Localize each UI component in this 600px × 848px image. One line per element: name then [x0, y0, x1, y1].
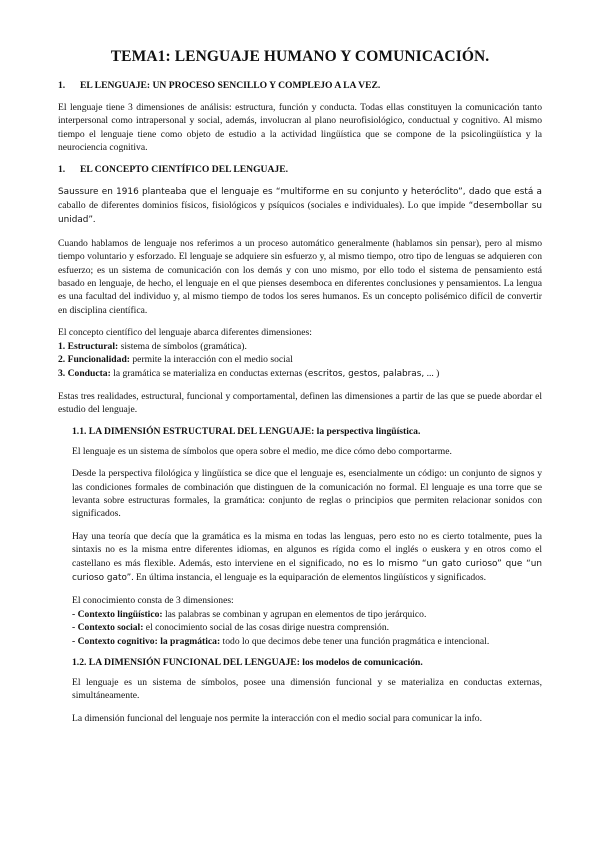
- document-page: [58, 48, 542, 734]
- section-number: 1.: [58, 163, 66, 175]
- list-item: [58, 340, 542, 353]
- dimensions-list: [58, 326, 542, 381]
- list-item-label: - Contexto lingüístico:: [72, 608, 163, 620]
- paragraph-saussure: [58, 185, 542, 228]
- document-title: TEMA1: LENGUAJE HUMANO Y COMUNICACIÓN.: [110, 48, 490, 65]
- list-item: [72, 635, 542, 648]
- paragraph-text: .: [93, 214, 96, 226]
- paragraph-text: Hay una teoría que decía que la gramática es la misma en todas las lenguas, pero esto no es cierto totalmente, pues la sintaxis no es la misma entre diferentes idiomas, en algunos es rígida como el inglés o euskera y en otros como el castellano es más flexible. Además, esto interviene en el significado,: [72, 530, 542, 569]
- list-item-label: 1. Estructural:: [58, 340, 119, 352]
- section-heading-2: [58, 164, 542, 175]
- paragraph: El lenguaje tiene 3 dimensiones de análisis: estructura, función y conducta. Todas ellas constituyen la comunicación tanto interpersonal como intrapersonal y social, además, involucran al plano neurofisiológico, conductual y cognitivo. Al mismo tiempo el lenguaje tiene como objeto de estudio a la actividad lingüística que se compone de la psicolingüística y la neurociencia cognitiva.: [58, 102, 542, 154]
- list-item: [72, 608, 542, 621]
- list-item-text: sistema de símbolos (gramática).: [118, 340, 247, 352]
- subsection-heading-1-2: 1.2. LA DIMENSIÓN FUNCIONAL DEL LENGUAJE: los modelos de comunicación.: [72, 657, 423, 668]
- sans-example: no es lo mismo “un gato curioso” que “un curioso gato”: [72, 558, 542, 583]
- subsection-heading-1-1: 1.1. LA DIMENSIÓN ESTRUCTURAL DEL LENGUAJE: la perspectiva lingüística.: [72, 425, 421, 437]
- list-item-label: - Contexto social:: [72, 622, 144, 634]
- list-item-text: el conocimiento social de las cosas dirige nuestra comprensión.: [143, 622, 390, 634]
- list-item-text: permite la interacción con el medio social: [129, 354, 293, 366]
- list-item: [58, 367, 542, 381]
- list-item-text: las palabras se combinan y agrupan en elementos de tipo jerárquico.: [162, 608, 427, 620]
- list-item-sans: escritos, gestos, palabras,: [307, 368, 425, 379]
- section-number: 1.: [58, 80, 66, 91]
- list-item-label: 2. Funcionalidad:: [58, 354, 130, 366]
- paragraph: Cuando hablamos de lenguaje nos referimos a un proceso automático generalmente (hablamos sin pensar), pero al mismo tiempo voluntario y esforzado. El lenguaje se adquiere sin esfuerzo y, al mismo tiempo, otro tipo de lenguas se adquieren con esfuerzo; es un sistema de comunicación con los demás y con uno mismo, por ello todo el sistema de pensamiento está basado en lenguaje, de hecho, el lenguaje en el que pienses desemboca en diferentes conclusiones y pensamientos. La lengua es una facultad del individuo y, al mismo tiempo de todos los seres humanos. Es un concepto polisémico difícil de convertir en disciplina científica.: [58, 237, 542, 316]
- section-heading-1: [58, 80, 542, 91]
- paragraph: La dimensión funcional del lenguaje nos permite la interacción con el medio social para comunicar la info.: [72, 712, 482, 724]
- paragraph-text: . En última instancia, el lenguaje es la equiparación de elementos lingüísticos y significados.: [131, 571, 487, 583]
- sans-quote: “desembollar su unidad”: [58, 201, 543, 226]
- paragraph-theory: [72, 530, 542, 586]
- list-intro: El conocimiento consta de 3 dimensiones:: [72, 595, 234, 607]
- paragraph: Desde la perspectiva filológica y lingüística se dice que el lenguaje es, esencialmente un código: un conjunto de signos y las condiciones formales de combinación que distinguen de la comunicación no formal. El lenguaje es una torre que se levanta sobre estructuras formales, la gramática: conjunto de reglas o principios que permiten relacionar sonidos con significados.: [72, 468, 542, 520]
- list-intro: El concepto científico del lenguaje abarca diferentes dimensiones:: [58, 327, 312, 339]
- list-item-text: todo lo que decimos debe tener una función pragmática e intencional.: [220, 635, 490, 647]
- context-list: [72, 594, 542, 648]
- section-heading-text: EL LENGUAJE: UN PROCESO SENCILLO Y COMPLEJO A LA VEZ.: [80, 80, 381, 91]
- paragraph: El lenguaje es un sistema de símbolos que opera sobre el medio, me dice cómo debo comportarme.: [72, 445, 452, 457]
- sans-text: Saussure en 1916 planteaba que el lenguaje es “multiforme en su conjunto y heteróclito”, dado que está a: [58, 186, 542, 197]
- paragraph-text: caballo de diferentes dominios físicos, fisiológicos y psíquicos (sociales e individuales). Lo que impide: [58, 200, 469, 212]
- list-item-tail: ... ): [424, 367, 440, 379]
- list-item: [58, 353, 542, 366]
- paragraph: El lenguaje es un sistema de símbolos, posee una dimensión funcional y se materializa en conductas externas, simultáneamente.: [72, 677, 542, 702]
- list-item: [72, 621, 542, 634]
- section-heading-text: EL CONCEPTO CIENTÍFICO DEL LENGUAJE.: [80, 163, 288, 175]
- list-item-label: - Contexto cognitivo: la pragmática:: [72, 635, 221, 647]
- paragraph: Estas tres realidades, estructural, funcional y comportamental, definen las dimensiones a partir de las que se puede abordar el estudio del lenguaje.: [58, 390, 542, 416]
- list-item-label: 3. Conducta:: [58, 367, 111, 379]
- list-item-text: la gramática se materializa en conductas externas (: [110, 367, 308, 379]
